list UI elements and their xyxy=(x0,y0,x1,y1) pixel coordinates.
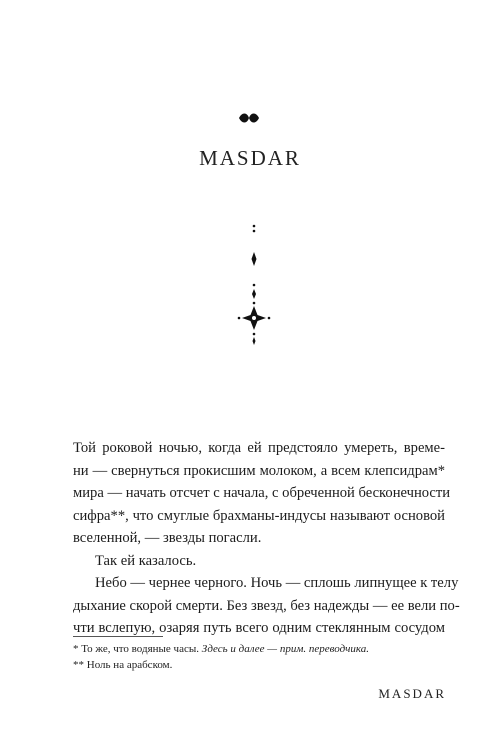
footnote-note: Здесь и далее — прим. переводчика. xyxy=(201,643,370,655)
chapter-title: MASDAR xyxy=(199,146,301,170)
text-line: сифра**, что смуглые брахманы-индусы называют основой xyxy=(73,507,445,524)
body-text xyxy=(73,437,460,640)
text-line: ни — свернуться прокисшим молоком, а всем клепсидрам* xyxy=(73,462,445,479)
footnote-rule xyxy=(73,636,163,637)
crescent-moon-ornament-icon xyxy=(229,222,279,352)
text-line: вселенной, — звезды погасли. xyxy=(73,530,262,546)
footnotes xyxy=(73,641,453,673)
footnote-text: ** Ноль на арабском. xyxy=(73,659,173,671)
paragraph xyxy=(73,550,445,573)
text-line: дыхание скорой смерти. Без звезд, без надежды — ее вели по- xyxy=(73,597,460,614)
text-line: Той роковой ночью, когда ей предстояло умереть, време- xyxy=(73,440,445,456)
text-line: чти вслепую, озаряя путь всего одним стеклянным сосудом xyxy=(73,620,445,636)
paragraph xyxy=(73,437,451,550)
text-line: Небо — чернее черного. Ночь — сплошь липнущее к телу xyxy=(95,575,459,591)
running-footer: MASDAR xyxy=(378,686,446,701)
text-line: Так ей казалось. xyxy=(95,552,197,569)
paragraph xyxy=(73,572,460,640)
footnote xyxy=(73,657,453,673)
text-line: мира — начать отсчет с начала, с обреченной бесконечности xyxy=(73,485,451,501)
footnote xyxy=(73,641,453,657)
double-leaf-ornament-icon xyxy=(238,112,260,124)
footnote-text: * То же, что водяные часы. xyxy=(73,643,202,655)
